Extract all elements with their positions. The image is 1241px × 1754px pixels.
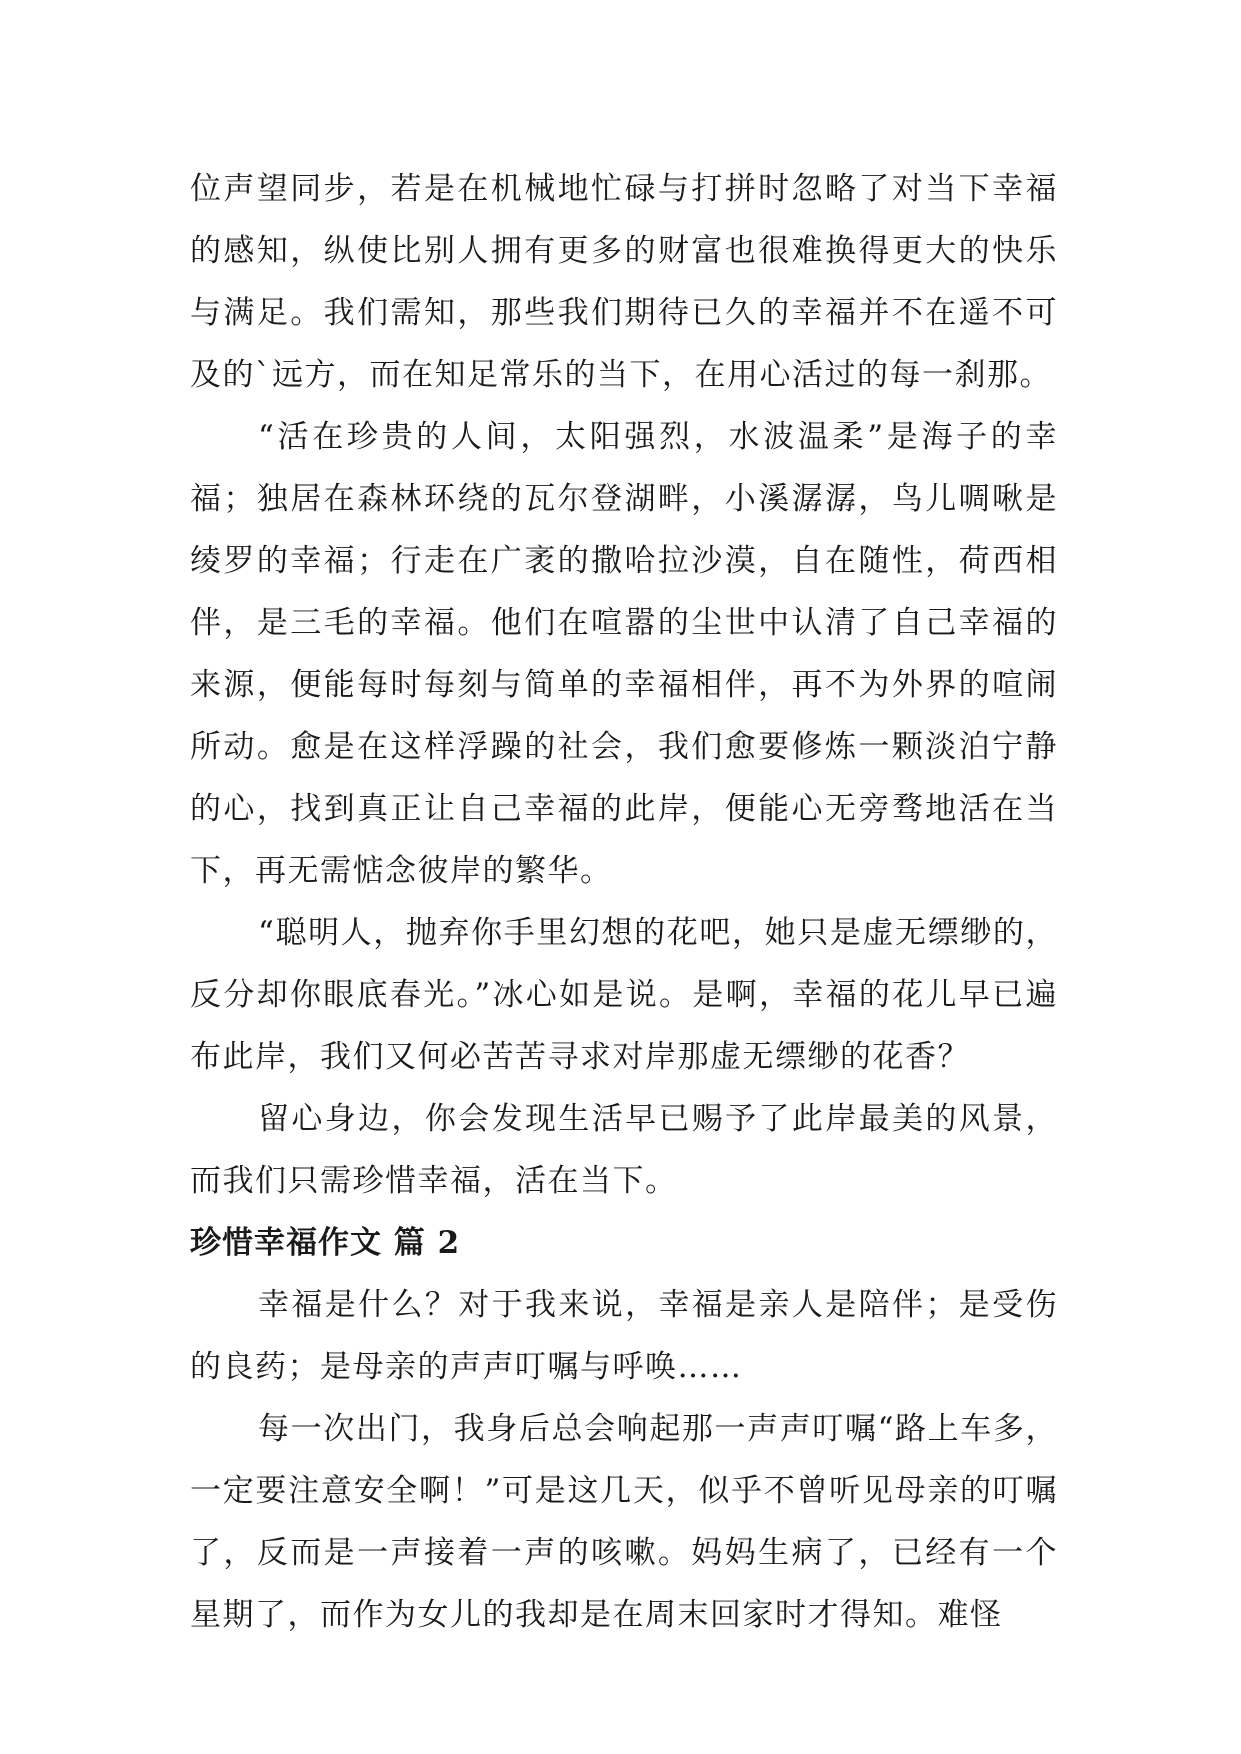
paragraph-3: “聪明人，抛弃你手里幻想的花吧，她只是虚无缥缈的，反分却你眼底春光。”冰心如是说。是啊，幸福的花儿早已遍布此岸，我们又何必苦苦寻求对岸那虚无缥缈的花香？ [190, 915, 1058, 1075]
document-body [190, 158, 1058, 1646]
paragraph-6: 每一次出门，我身后总会响起那一声声叮嘱“路上车多，一定要注意安全啊！”可是这几天，似乎不曾听见母亲的叮嘱了，反而是一声接着一声的咳嗽。妈妈生病了，已经有一个星期了，而作为女儿的我却是在周末回家时才得知。难怪 [190, 1411, 1058, 1633]
paragraph-4: 留心身边，你会发现生活早已赐予了此岸最美的风景，而我们只需珍惜幸福，活在当下。 [190, 1101, 1058, 1199]
paragraph-5: 幸福是什么？对于我来说，幸福是亲人是陪伴；是受伤的良药；是母亲的声声叮嘱与呼唤…… [190, 1287, 1058, 1385]
paragraph-1: 位声望同步，若是在机械地忙碌与打拼时忽略了对当下幸福的感知，纵使比别人拥有更多的财富也很难换得更大的快乐与满足。我们需知，那些我们期待已久的幸福并不在遥不可及的`远方，而在知足常乐的当下，在用心活过的每一刹那。 [190, 171, 1058, 393]
section-heading: 珍惜幸福作文 篇 2 [190, 1225, 461, 1261]
paragraph-2: “活在珍贵的人间，太阳强烈，水波温柔”是海子的幸福；独居在森林环绕的瓦尔登湖畔，小溪潺潺，鸟儿啁啾是绫罗的幸福；行走在广袤的撒哈拉沙漠，自在随性，荷西相伴，是三毛的幸福。他们在喧嚣的尘世中认清了自己幸福的来源，便能每时每刻与简单的幸福相伴，再不为外界的喧闹所动。愈是在这样浮躁的社会，我们愈要修炼一颗淡泊宁静的心，找到真正让自己幸福的此岸，便能心无旁骛地活在当下，再无需惦念彼岸的繁华。 [190, 419, 1058, 889]
